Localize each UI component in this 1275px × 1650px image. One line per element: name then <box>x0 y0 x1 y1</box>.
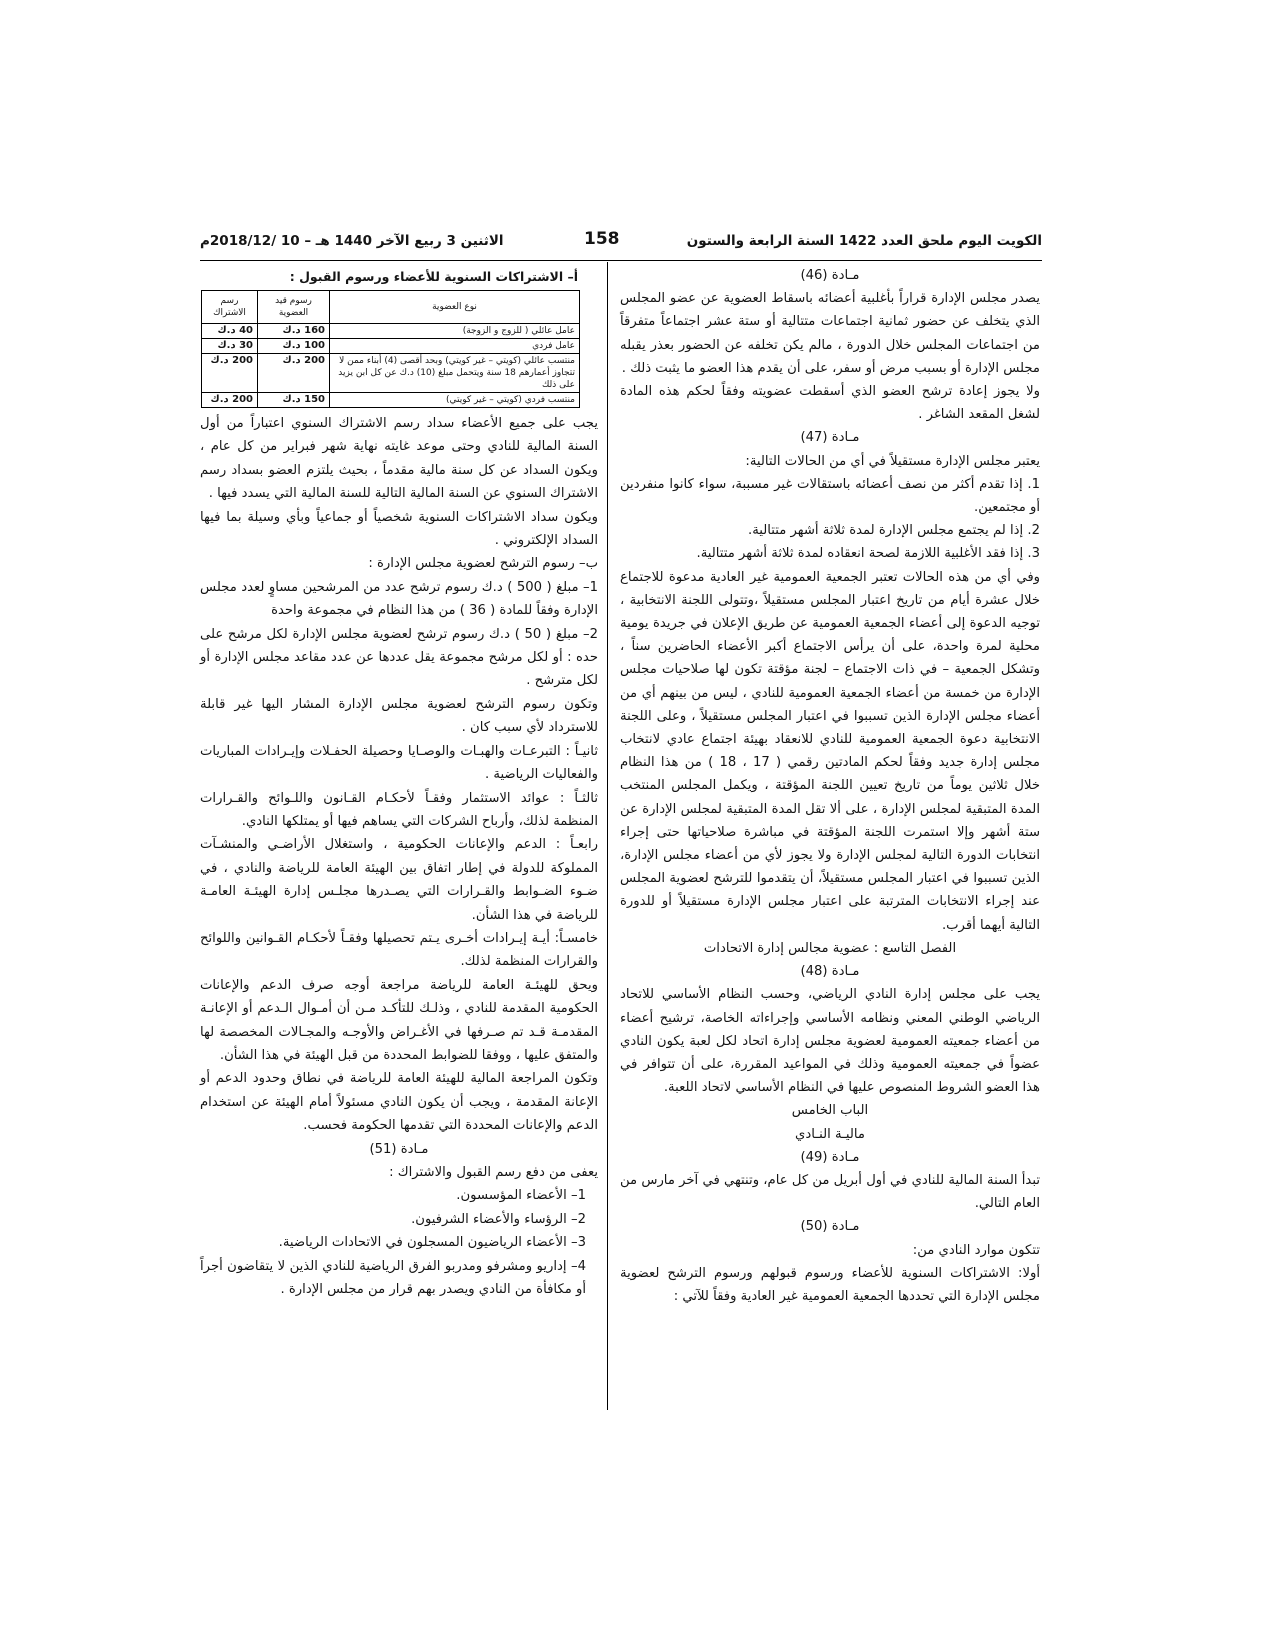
nomination-fee-note: وتكون رسوم الترشح لعضوية مجلس الإدارة المشار اليها غير قابلة للاسترداد لأي سبب كان . <box>200 696 598 736</box>
review-scope-paragraph: وتكون المراجعة المالية للهيئة العامة للرياضة في نطاق وحدود الدعم أو الإعانة المقدمة ، ويجب أن يكون النادي مسئولاً أمام الهيئة عن استخدام الدعم والإعانات المحددة التي تقدمها الحكومة فحسب. <box>200 1071 598 1134</box>
registration-fee-cell: 150 د.ك <box>258 393 330 408</box>
membership-type-cell: عامل عائلي ( للزوج و الزوجة) <box>330 324 580 339</box>
article-47-intro: يعتبر مجلس الإدارة مستقيلاً في أي من الحالات التالية: <box>745 453 1040 469</box>
table-row <box>202 354 580 393</box>
review-paragraph: ويحق للهيئـة العامة للرياضة مراجعة أوجه صرف الدعم والإعانات الحكومية المقدمة للنادي ، وذلـك للتأكـد مـن أن أمـوال الـدعم أو الإعانـة المقدمـة قـد تم صـرفها في الأغـراض والأوجـه والمجـالات المخصصة لها والمتفق عليها ، ووفقا للضوابط المحددة من قبل الهيئة في هذا الشأن. <box>200 977 598 1063</box>
article-51-title: مـادة (51) <box>369 1141 429 1157</box>
article-48-title: مـادة (48) <box>800 964 860 980</box>
article-51-intro: يعفى من دفع رسم القبول والاشتراك : <box>389 1165 598 1180</box>
article-46-title: مـادة (46) <box>800 268 860 283</box>
subscription-fee-cell: 40 د.ك <box>202 324 258 339</box>
table-header-row <box>202 291 580 324</box>
registration-fee-cell: 200 د.ك <box>258 354 330 393</box>
registration-fee-cell: 100 د.ك <box>258 339 330 354</box>
part-5-heading: الباب الخامس <box>791 1103 869 1119</box>
registration-fee-cell: 160 د.ك <box>258 324 330 339</box>
page-header <box>200 226 1042 261</box>
exemption-item: 4– إداريو ومشرفو ومدربو الفرق الرياضية للنادي الذين لا يتقاضون أجراً أو مكافأة من النادي ويصدر بهم قرار من مجلس الإدارة . <box>200 1258 586 1298</box>
exemption-item: 3– الأعضاء الرياضيون المسجلون في الاتحادات الرياضية. <box>278 1235 586 1251</box>
membership-type-cell: عامل فردي <box>330 339 580 354</box>
membership-type-cell: منتسب فردي (كويتي – غير كويتي) <box>330 393 580 408</box>
nomination-fees-title: ب– رسوم الترشح لعضوية مجلس الإدارة : <box>368 556 598 572</box>
article-47-paragraph-2: وفي أي من هذه الحالات تعتبر الجمعية العمومية غير العادية مدعوة للاجتماع خلال عشرة أيام من تاريخ اعتبار المجلس مستقيلاً ،وتتولى اللجنة الانتخابية ، توجيه الدعوة إلى أعضاء الجمعية العمومية عن طريق الإعلان في جريدة يومية محلية لمرة واحدة، على أن يرأس الاجتماع أكبر الأعضاء الحاضرين سناً ، وتشكل الجمعية – في ذات الاجتماع – لجنة مؤقتة تكون لها صلاحيات مجلس الإدارة من خمسة من أعضاء الجمعية العمومية للنادي ، ليس من بينهم أي من أعضاء مجلس الإدارة الذين تسببوا في اعتبار المجلس مستقيلاً ، وعلى اللجنة الانتخابية دعوة الجمعية العمومية للنادي للانعقاد بهيئة اجتماع عادي لانتخاب مجلس إدارة جديد وفقاً لحكم المادتين رقمي ( 17 ، 18 ) من هذا النظام خلال ثلاثين يوماً من تاريخ تعيين اللجنة المؤقتة ، ويكمل المجلس المنتخب المدة المتبقية لمجلس الإدارة ، على ألا تقل المدة المتبقية لمجلس الإدارة عن ستة أشهر وإلا استمرت اللجنة المؤقتة في مباشرة صلاحياتها حتى إجراء انتخابات الدورة التالية لمجلس الإدارة ولا يجوز لأي من أعضاء مجلس الإدارة، الذين تسببوا في اعتبار المجلس مستقيلاً، أن يتقدموا للترشح لعضوية المجلس عند إجراء الانتخابات المترتبة على اعتبار مجلس الإدارة مستقيلاً أو للدورة التالية أيهما أقرب. <box>620 569 1040 933</box>
column-divider <box>607 262 608 1410</box>
page-number: 158 <box>584 229 620 249</box>
article-47-item: 1. إذا تقدم أكثر من نصف أعضائه باستقالات غير مسببة، سواء كانوا منفردين أو مجتمعين. <box>620 476 1040 516</box>
article-46-paragraph-1: يصدر مجلس الإدارة قراراً بأغلبية أعضائه باسقاط العضوية عن عضو المجلس الذي يتخلف عن حضور ثمانية اجتماعات متتالية أو ستة عشر اجتماعاً متفرقاً من اجتماعات المجلس خلال الدورة ، مالم يكن تخلفه عن الحضور بعذر يقبله مجلس الإدارة أو بسبب مرض أو سفر، على أن يقدم هذا العضو ما يثبت ذلك . <box>620 291 1040 376</box>
article-47-item: 3. إذا فقد الأغلبية اللازمة لصحة انعقاده لمدة ثلاثة أشهر متتالية. <box>696 546 1040 562</box>
article-50-intro: تتكون موارد النادي من: <box>912 1242 1040 1258</box>
article-48-paragraph: يجب على مجلس إدارة النادي الرياضي، وحسب النظام الأساسي للاتحاد الرياضي الوطني المعني ونظامه الأساسي وإجراءاته الخاصة، ترشيح أعضاء من أعضاء جمعيته العمومية لعضوية مجلس إدارة اتحاد لكل لعبة يكون النادي عضواً في جمعيته العمومية وذلك في المواعيد المقررة، على أن تتوافر في هذا العضو الشروط المنصوص عليها في النظام الأساسي لاتحاد اللعبة. <box>620 987 1040 1096</box>
payment-method-paragraph: ويكون سداد الاشتراكات السنوية شخصياً أو جماعياً وبأي وسيلة بما فيها السداد الإلكتروني . <box>200 509 598 549</box>
exemption-item: 1– الأعضاء المؤسسون. <box>456 1188 586 1204</box>
column-header-subscription-fee: رسم الاشتراك <box>202 291 258 324</box>
fees-section-title: أ– الاشتراكات السنوية للأعضاء ورسوم القبول : <box>289 269 578 284</box>
resource-fifth: خامسـاً: أيـة إيـرادات أخـرى يـتم تحصيلها وفقـاً لأحكـام القـوانين واللوائح والقرارات المنظمة لذلك. <box>200 930 598 970</box>
chapter-9-heading: الفصل التاسع : عضوية مجالس إدارة الاتحادات <box>703 940 957 956</box>
article-47-title: مـادة (47) <box>800 430 860 446</box>
article-49-title: مـادة (49) <box>800 1149 860 1165</box>
right-column <box>620 264 1040 1308</box>
membership-type-cell: منتسب عائلي (كويتي – غير كويتي) وبحد أقصى (4) أبناء ممن لا تتجاوز أعمارهم 18 سنة ويتحمل مبلغ (10) د.ك عن كل ابن يزيد على ذلك <box>330 354 580 393</box>
column-header-registration-fee: رسوم قيد العضوية <box>258 291 330 324</box>
article-50-first-resource: أولا: الاشتراكات السنوية للأعضاء ورسوم قبولهم ورسوم الترشح لعضوية مجلس الإدارة التي تحددها الجمعية العمومية غير العادية وفقاً للآتي : <box>620 1265 1040 1304</box>
issue-date: الاثنين 3 ربيع الآخر 1440 هـ – 10 /2018/12م <box>200 233 504 249</box>
publication-title: الكويت اليوم ملحق العدد 1422 السنة الرابعة والستون <box>686 233 1042 249</box>
article-49-paragraph: تبدأ السنة المالية للنادي في أول أبريل من كل عام، وتنتهي في آخر مارس من العام التالي. <box>620 1172 1040 1212</box>
left-column <box>200 266 598 1301</box>
membership-fees-table <box>201 290 580 408</box>
nomination-fee-item: 1– مبلغ ( 500 ) د.ك رسوم ترشح عدد من المرشحين مساوٍ لعدد مجلس الإدارة وفقاً للمادة ( 36 ) من هذا النظام في مجموعة واحدة <box>200 579 598 619</box>
table-row <box>202 393 580 408</box>
table-row <box>202 339 580 354</box>
subscription-fee-cell: 200 د.ك <box>202 354 258 393</box>
article-47-item: 2. إذا لم يجتمع مجلس الإدارة لمدة ثلاثة أشهر متتالية. <box>748 523 1040 539</box>
payment-paragraph: يجب على جميع الأعضاء سداد رسم الاشتراك السنوي اعتباراً من أول السنة المالية للنادي وحتى موعد غايته نهاية شهر فبراير من كل عام ، ويكون السداد عن كل سنة مالية مقدماً ، بحيث يلتزم العضو بسداد رسم الاشتراك السنوي عن السنة المالية التالية للسنة المالية التي يسدد فيها . <box>200 416 598 502</box>
table-row <box>202 324 580 339</box>
subscription-fee-cell: 200 د.ك <box>202 393 258 408</box>
subscription-fee-cell: 30 د.ك <box>202 339 258 354</box>
article-46-paragraph-2: ولا يجوز إعادة ترشح العضو الذي أسقطت عضويته وفقاً لحكم هذه المادة لشغل المقعد الشاغر . <box>620 384 1040 423</box>
article-50-title: مـادة (50) <box>800 1219 860 1235</box>
column-header-membership-type: نوع العضوية <box>330 291 580 324</box>
resource-third: ثالثـاً : عوائد الاستثمار وفقـاً لأحكـام القـانون واللـوائح والقـرارات المنظمة لذلك، وأرباح الشركات التي يساهم فيها أو يمتلكها النادي. <box>200 790 598 829</box>
nomination-fee-item: 2– مبلغ ( 50 ) د.ك رسوم ترشح لعضوية مجلس الإدارة لكل مرشح على حده : أو لكل مرشح مجموعة يقل عددها عن عدد مقاعد مجلس الإدارة أو لكل مترشح . <box>200 626 598 689</box>
resource-fourth: رابعـاً : الدعم والإعانات الحكومية ، واستغلال الأراضـي والمنشـآت المملوكة للدولة في إطار اتفاق بين الهيئة العامة للرياضة والنادي ، في ضـوء الضـوابط والقـرارات التي يصـدرها مجلـس إدارة الهيئـة العامـة للرياضة في هذا الشأن. <box>200 837 598 923</box>
exemption-item: 2– الرؤساء والأعضاء الشرفيون. <box>411 1211 586 1227</box>
part-5-subtitle: ماليـة النـادي <box>795 1126 865 1142</box>
resource-second: ثانيـاً : التبرعـات والهبـات والوصـايا وحصيلة الحفـلات وإيـرادات المباريات والفعاليات الرياضية . <box>200 743 598 783</box>
